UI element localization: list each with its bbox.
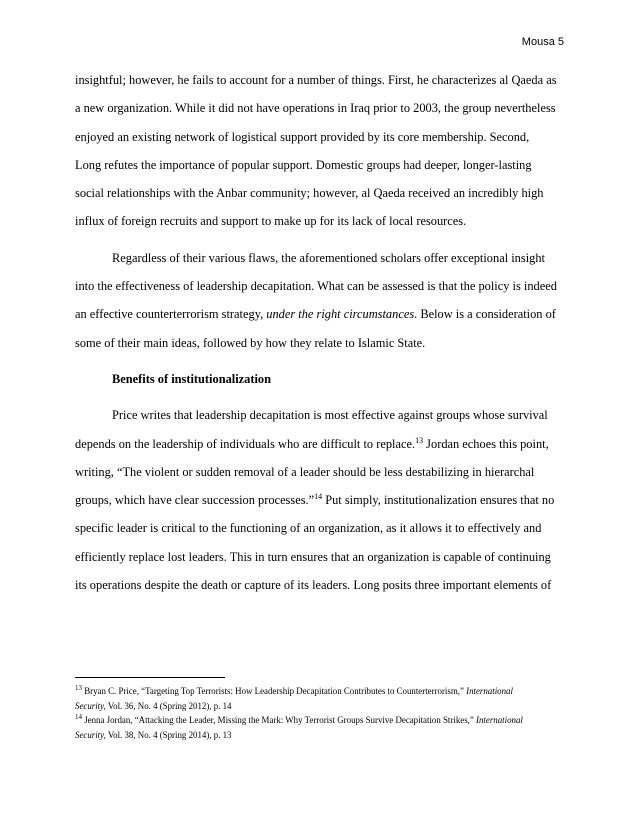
text-line: enjoyed an existing network of logistical support provided by its core membership. Second, <box>75 129 530 144</box>
paragraph-1 <box>75 66 567 236</box>
text-line: its operations despite the death or capture of its leaders. Long posits three important elements of <box>75 578 552 593</box>
text-run: . Below is a consideration of <box>414 307 556 322</box>
section-heading-text: Benefits of institutionalization <box>112 371 272 386</box>
text-run: an effective counterterrorism strategy, <box>75 307 267 322</box>
text-line <box>75 300 567 328</box>
text-run: depends on the leadership of individuals who are difficult to replace. <box>75 436 416 451</box>
footnote-13 <box>75 684 575 713</box>
text-line: specific leader is critical to the functioning of an organization, as it allows it to effectively and <box>75 521 542 536</box>
text-line: writing, “The violent or sudden removal of a leader should be less destabilizing in hierarchal <box>75 464 535 479</box>
footnote-line <box>75 699 575 714</box>
footnote-journal: Security, <box>75 729 106 740</box>
text-line: social relationships with the Anbar community; however, al Qaeda received an incredibly high <box>75 186 544 201</box>
text-line: Regardless of their various flaws, the aforementioned scholars offer exceptional insight <box>112 250 545 265</box>
text-run: Put simply, institutionalization ensures that no <box>322 493 555 508</box>
emphasis: under the right circumstances <box>266 307 415 322</box>
footnote-text: Jenna Jordan, “Attacking the Leader, Missing the Mark: Why Terrorist Groups Survive Decapitation Strikes,” <box>82 715 477 725</box>
footnote-journal: Security, <box>75 700 106 711</box>
footnote-line <box>75 684 575 699</box>
text-line: into the effectiveness of leadership decapitation. What can be assessed is that the policy is indeed <box>75 279 557 294</box>
text-run: Jordan echoes this point, <box>423 436 549 451</box>
paragraph-3 <box>75 401 567 599</box>
footnote-number: 14 <box>75 713 82 722</box>
footnote-ref-13[interactable]: 13 <box>415 435 424 445</box>
footnote-text: Bryan C. Price, “Targeting Top Terrorists: How Leadership Decapitation Contributes to Counterterrorism,” <box>82 686 467 696</box>
footnote-text: Vol. 36, No. 4 (Spring 2012), p. 14 <box>105 700 232 711</box>
text-line: Long refutes the importance of popular support. Domestic groups had deeper, longer-lasting <box>75 157 532 172</box>
text-line: some of their main ideas, followed by how they relate to Islamic State. <box>75 335 426 350</box>
footnote-journal: International <box>476 715 523 725</box>
running-head: Mousa 5 <box>521 36 564 48</box>
footnote-line <box>75 728 575 743</box>
footnote-number: 13 <box>75 684 82 693</box>
footnote-journal: International <box>466 686 513 696</box>
text-line <box>75 486 567 514</box>
text-line: a new organization. While it did not have operations in Iraq prior to 2003, the group nevertheless <box>75 101 556 116</box>
footnote-line <box>75 713 575 728</box>
text-line: Price writes that leadership decapitation is most effective against groups whose survival <box>112 408 548 423</box>
text-line <box>75 430 567 458</box>
text-line: influx of foreign recruits and support to make up for its lack of local resources. <box>75 214 467 229</box>
paragraph-2 <box>75 244 567 357</box>
footnote-14 <box>75 713 575 742</box>
body-text <box>75 66 567 599</box>
footnotes <box>75 684 575 742</box>
footnote-ref-14[interactable]: 14 <box>314 492 323 502</box>
footnote-text: Vol. 38, No. 4 (Spring 2014), p. 13 <box>105 729 232 740</box>
text-line: efficiently replace lost leaders. This in turn ensures that an organization is capable of continuing <box>75 549 551 564</box>
text-line: insightful; however, he fails to account for a number of things. First, he characterizes al Qaeda as <box>75 73 557 87</box>
section-heading <box>75 365 567 393</box>
text-run: groups, which have clear succession processes.” <box>75 493 315 508</box>
footnote-separator <box>75 677 225 678</box>
